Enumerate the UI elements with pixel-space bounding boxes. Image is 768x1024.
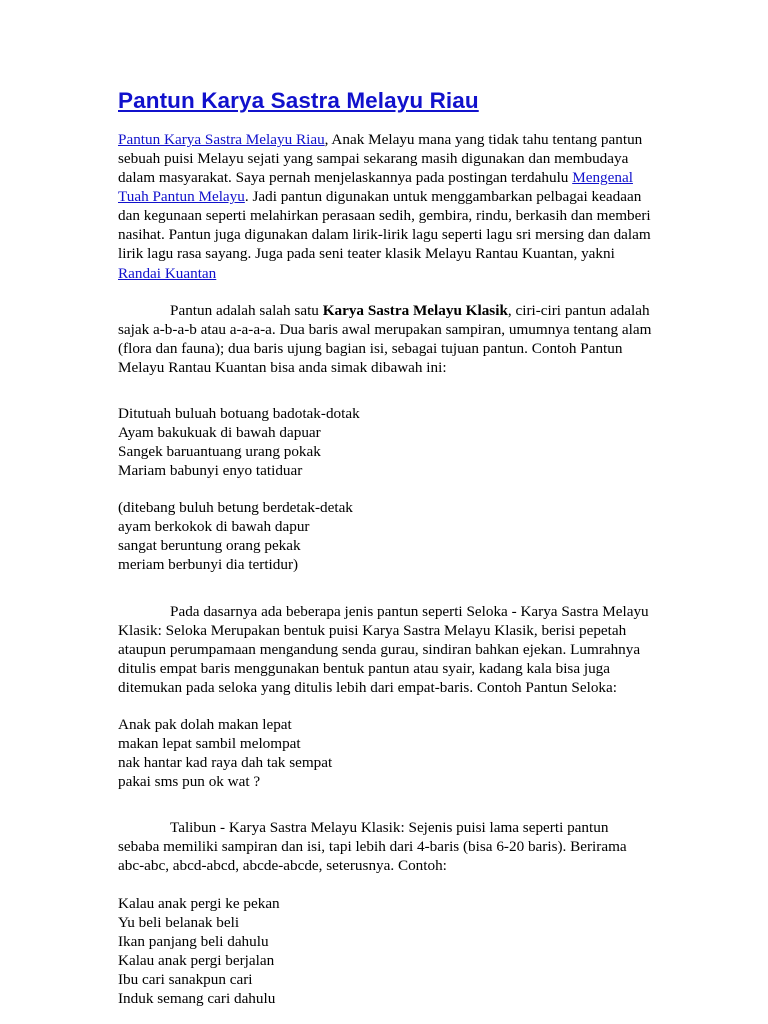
paragraph-pantun-definition [118,301,652,377]
verse-line: sangat beruntung orang pekak [118,537,301,555]
verse-line: Anak pak dolah makan lepat [118,715,292,733]
verse-line: Ayam bakukuak di bawah dapuar [118,424,321,442]
link-mengenal-tuah-pantun-melayu[interactable]: Mengenal Tuah Pantun Melayu [118,169,633,206]
verse-line: nak hantar kad raya dah tak sempat [118,754,333,772]
verse-line: Ibu cari sanakpun cari [118,970,253,988]
verse-pantun-kuantan-translation [118,498,652,574]
definition-bold-term: Karya Sastra Melayu Klasik [322,301,508,319]
paragraph-intro [118,130,652,283]
verse-line: Kalau anak pergi berjalan [118,951,275,969]
verse-line: Ditutuah buluah botuang badotak-dotak [118,404,360,422]
definition-text-1: Pantun adalah salah satu [170,301,323,319]
verse-line: Kalau anak pergi ke pekan [118,894,280,912]
verse-line: pakai sms pun ok wat ? [118,773,261,791]
intro-text-1: , Anak Melayu mana yang tidak tahu tentang pantun sebuah puisi Melayu sejati yang sampai sekarang masih digunakan dan membudaya dalam masyarakat. Saya pernah menjelaskannya pada postingan terdahulu [118,131,643,187]
verse-line: makan lepat sambil melompat [118,735,301,753]
verse-line: Sangek baruantuang urang pokak [118,443,321,461]
spacer [118,294,652,301]
verse-talibun [118,894,652,1008]
paragraph-seloka: Pada dasarnya ada beberapa jenis pantun seperti Seloka - Karya Sastra Melayu Klasik: Seloka Merupakan bentuk puisi Karya Sastra Melayu Klasik, berisi pepetah ataupun perumpamaan mengandung senda gurau, sindiran bahkan ejekan. Lumrahnya ditulis empat baris menggunakan bentuk pantun atau syair, kadang kala bisa juga ditemukan pada seloka yang ditulis lebih dari empat-baris. Contoh Pantun Seloka: [118,602,649,696]
link-pantun-karya-sastra-melayu-riau[interactable]: Pantun Karya Sastra Melayu Riau [118,131,325,148]
spacer [118,887,652,894]
definition-text-2: , ciri-ciri pantun adalah sajak a-b-a-b atau a-a-a-a. Dua baris awal merupakan sampiran, umumnya tentang alam (flora dan fauna); dua baris ujung bagian isi, sebagai tujuan pantun. Contoh Pantun Melayu Rantau Kuantan bisa anda simak dibawah ini: [118,301,652,376]
verse-line: Yu beli belanak beli [118,913,240,931]
verse-line: ayam berkokok di bawah dapur [118,518,310,536]
paragraph-talibun: Talibun - Karya Sastra Melayu Klasik: Sejenis puisi lama seperti pantun sebaba memiliki sampiran dan isi, tapi lebih dari 4-baris (bisa 6-20 baris). Berirama abc-abc, abcd-abcd, abcde-abcde, seterusnya. Contoh: [118,819,627,875]
verse-line: (ditebang buluh betung berdetak-detak [118,499,353,517]
spacer [118,708,652,715]
spacer [118,388,652,404]
verse-line: meriam berbunyi dia tertidur) [118,556,299,574]
verse-line: Mariam babunyi enyo tatiduar [118,462,303,480]
spacer [118,802,652,818]
page-title: Pantun Karya Sastra Melayu Riau [118,88,479,113]
verse-seloka [118,715,652,791]
verse-line: Induk semang cari dahulu [118,989,276,1007]
verse-line: Ikan panjang beli dahulu [118,932,269,950]
spacer [118,491,652,498]
link-randai-kuantan[interactable]: Randai Kuantan [118,264,217,282]
intro-text-2: . Jadi pantun digunakan untuk menggambarkan pelbagai keadaan dan kegunaan seperti melahirkan perasaan sedih, gembira, rindu, berkasih dan memberi nasihat. Pantun juga digunakan dalam lirik-lirik lagu seperti lagu sri mersing dan dalam lirik lagu rasa sayang. Juga pada seni teater klasik Melayu Rantau Kuantan, yakni [118,188,651,263]
spacer [118,586,652,602]
verse-pantun-kuantan [118,404,652,480]
